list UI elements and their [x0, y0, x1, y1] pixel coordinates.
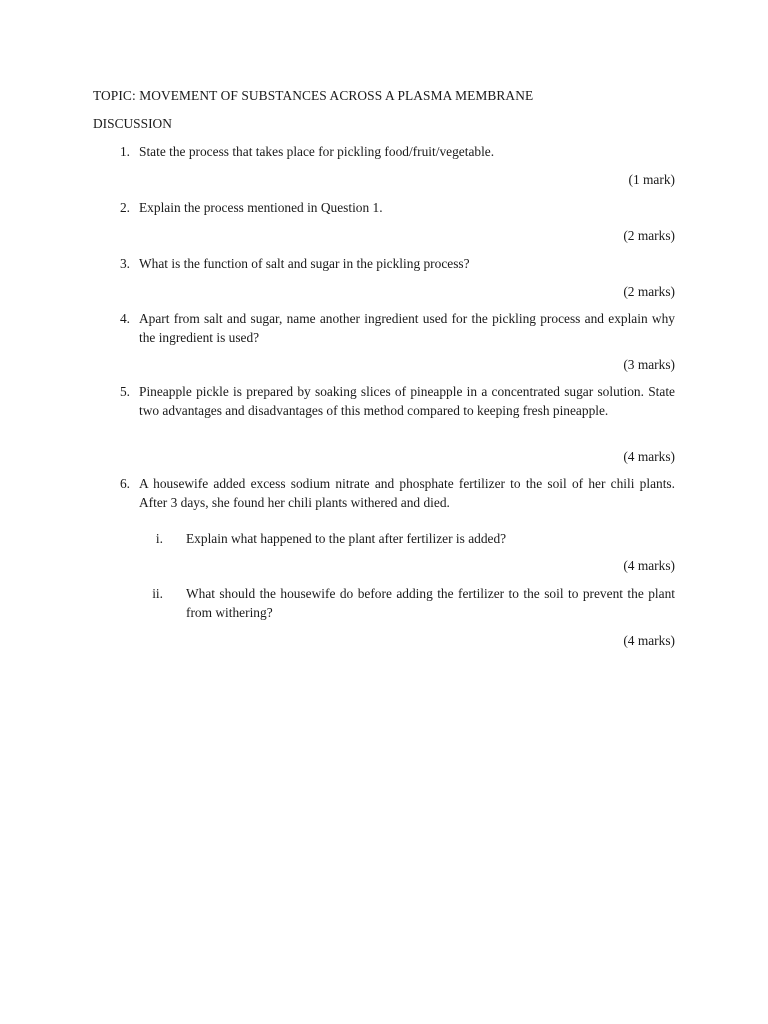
question-text: Pineapple pickle is prepared by soaking slices of pineapple in a concentrated sugar solution. State two advantages and disadvantages of this method compared to keeping fresh pineapple.: [139, 384, 675, 418]
question-number: 4.: [119, 311, 130, 326]
question-text: State the process that takes place for pickling food/fruit/vegetable.: [139, 144, 495, 159]
question-text: Explain the process mentioned in Question 1.: [139, 200, 383, 215]
subquestion-number: ii.: [152, 586, 163, 601]
question-text: What is the function of salt and sugar in the pickling process?: [139, 256, 470, 271]
section-heading: DISCUSSION: [93, 116, 172, 131]
question-number: 5.: [119, 384, 130, 399]
question-number: 6.: [119, 476, 130, 491]
topic-heading: TOPIC: MOVEMENT OF SUBSTANCES ACROSS A PLASMA MEMBRANE: [93, 88, 534, 103]
question-text: Apart from salt and sugar, name another ingredient used for the pickling process and explain why the ingredient is used?: [139, 311, 675, 345]
question-marks: (2 marks): [623, 228, 675, 243]
question-marks: (2 marks): [623, 284, 675, 299]
subquestion-number: i.: [155, 531, 163, 546]
question-marks: (1 mark): [628, 172, 675, 187]
question-number: 3.: [119, 256, 130, 271]
question-text: A housewife added excess sodium nitrate and phosphate fertilizer to the soil of her chili plants. After 3 days, she found her chili plants withered and died.: [139, 476, 675, 510]
subquestion-text: What should the housewife do before adding the fertilizer to the soil to prevent the plant from withering?: [186, 586, 675, 620]
subquestion-text: Explain what happened to the plant after fertilizer is added?: [186, 531, 507, 546]
question-number: 2.: [119, 200, 130, 215]
subquestion-marks: (4 marks): [623, 558, 675, 573]
question-marks: (3 marks): [623, 357, 675, 372]
question-marks: (4 marks): [623, 449, 675, 464]
question-number: 1.: [119, 144, 130, 159]
subquestion-marks: (4 marks): [623, 633, 675, 648]
